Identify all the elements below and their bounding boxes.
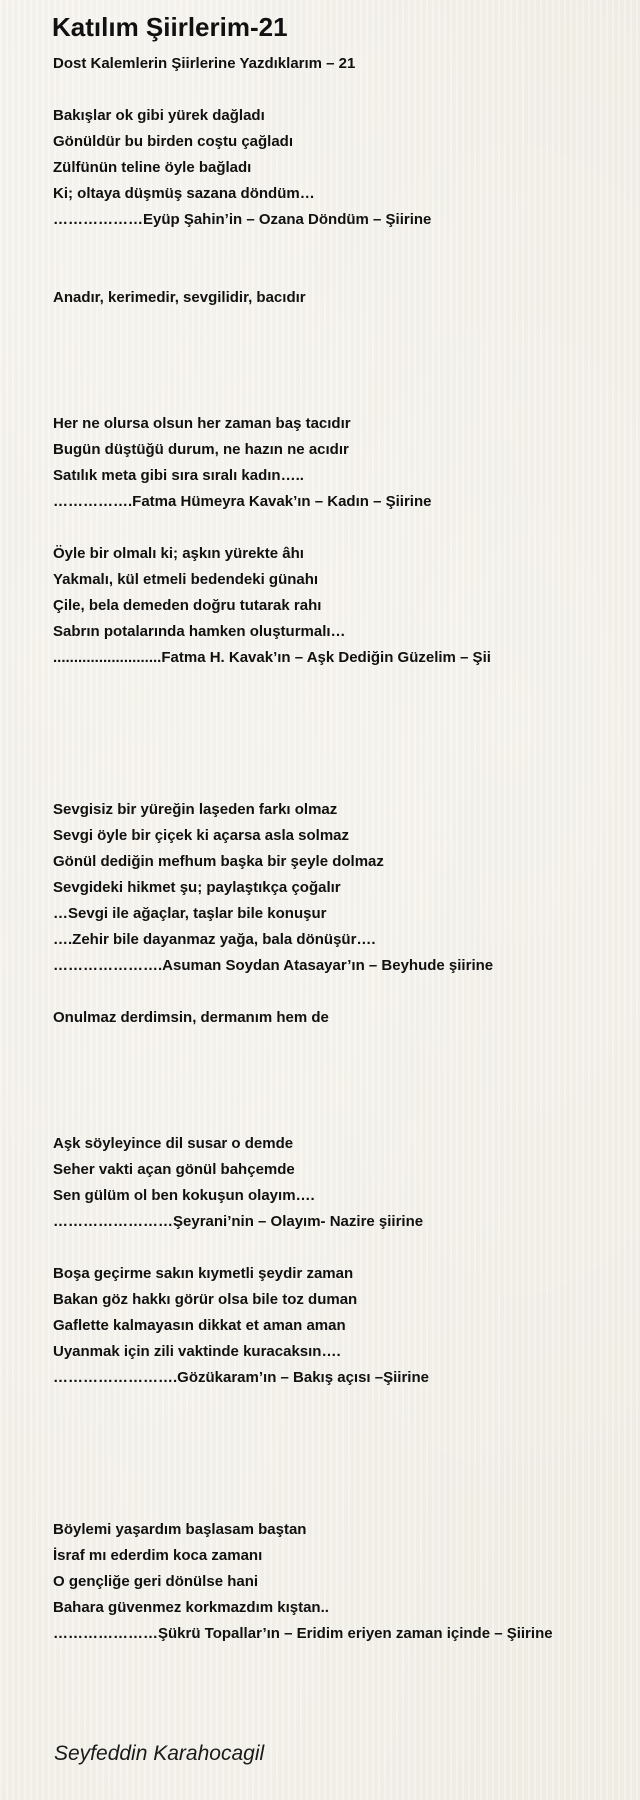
poem-line: Sen gülüm ol ben kokuşun olayım…. [53, 1187, 315, 1204]
poem-line: Zülfünün teline öyle bağladı [53, 159, 252, 176]
poem-line: Onulmaz derdimsin, dermanım hem de [53, 1009, 329, 1026]
poem-line: O gençliğe geri dönülse hani [53, 1573, 259, 1590]
poem-line: Çile, bela demeden doğru tutarak rahı [53, 597, 322, 614]
poem-line: Yakmalı, kül etmeli bedendeki günahı [53, 571, 319, 588]
poem-attribution: ..........................Fatma H. Kavak’ın – Aşk Dediğin Güzelim – Şii [53, 649, 491, 666]
poem-title: Katılım Şiirlerim-21 [52, 12, 288, 42]
poem-line: …Sevgi ile ağaçlar, taşlar bile konuşur [53, 905, 327, 922]
poem-line: Bakışlar ok gibi yürek dağladı [53, 107, 265, 124]
poem-line: Satılık meta gibi sıra sıralı kadın….. [53, 467, 304, 484]
poem-line: Gönüldür bu birden coştu çağladı [53, 133, 294, 150]
poem-attribution: …………………Şükrü Topallar’ın – Eridim eriyen zaman içinde – Şiirine [53, 1625, 553, 1642]
poem-line: Böylemi yaşardım başlasam baştan [53, 1521, 307, 1538]
poem-line: ….Zehir bile dayanmaz yağa, bala dönüşür…. [53, 931, 376, 948]
poem-line: Bahara güvenmez korkmazdım kıştan.. [53, 1599, 329, 1616]
poem-attribution: ………………Eyüp Şahin’in – Ozana Döndüm – Şiirine [53, 211, 432, 228]
poem-line: İsraf mı ederdim koca zamanı [53, 1547, 263, 1564]
poem-attribution: …………….Fatma Hümeyra Kavak’ın – Kadın – Şiirine [53, 493, 432, 510]
poem-line: Bugün düştüğü durum, ne hazın ne acıdır [53, 441, 349, 458]
poem-attribution: …………………….Gözükaram’ın – Bakış açısı –Şiirine [53, 1369, 429, 1386]
poem-line: Sabrın potalarında hamken oluşturmalı… [53, 623, 346, 640]
poem-line: Ki; oltaya düşmüş sazana döndüm… [53, 185, 315, 202]
poem-line: Seher vakti açan gönül bahçemde [53, 1161, 295, 1178]
poem-line: Her ne olursa olsun her zaman baş tacıdır [53, 415, 351, 432]
poem-attribution: ……………………Şeyrani’nin – Olayım- Nazire şiirine [53, 1213, 424, 1230]
poem-line: Sevgi öyle bir çiçek ki açarsa asla solmaz [53, 827, 350, 844]
poem-subtitle: Dost Kalemlerin Şiirlerine Yazdıklarım – 21 [53, 55, 356, 72]
poem-line: Anadır, kerimedir, sevgilidir, bacıdır [53, 289, 306, 306]
poem-line: Öyle bir olmalı ki; aşkın yürekte âhı [53, 545, 304, 562]
poem-line: Boşa geçirme sakın kıymetli şeydir zaman [53, 1265, 354, 1282]
poem-line: Aşk söyleyince dil susar o demde [53, 1135, 294, 1152]
poem-line: Sevgideki hikmet şu; paylaştıkça çoğalır [53, 879, 341, 896]
poem-line: Bakan göz hakkı görür olsa bile toz duman [53, 1291, 358, 1308]
poem-line: Gönül dediğin mefhum başka bir şeyle dolmaz [53, 853, 384, 870]
poem-line: Gaflette kalmayasın dikkat et aman aman [53, 1317, 346, 1334]
poem-line: Sevgisiz bir yüreğin laşeden farkı olmaz [53, 801, 338, 818]
author-signature: Seyfeddin Karahocagil [54, 1742, 265, 1765]
poem-attribution: ………………….Asuman Soydan Atasayar’ın – Beyhude şiirine [53, 957, 494, 974]
poem-line: Uyanmak için zili vaktinde kuracaksın…. [53, 1343, 341, 1360]
